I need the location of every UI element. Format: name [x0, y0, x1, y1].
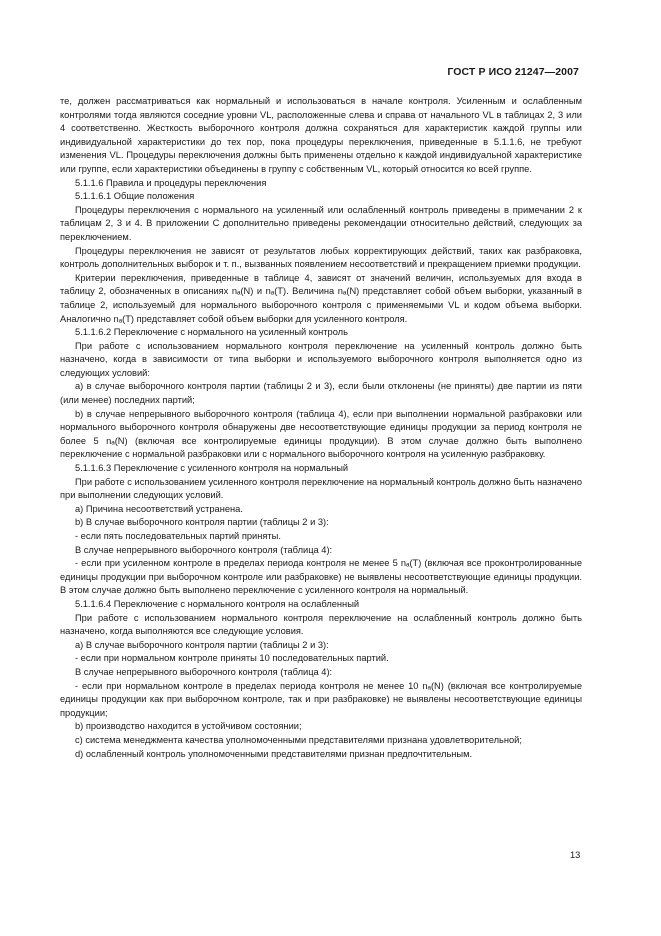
page-number: 13 [570, 850, 581, 860]
section-heading: 5.1.1.6 Правила и процедуры переключения [75, 177, 267, 188]
document-body [60, 95, 582, 761]
body-paragraph: b) производство находится в устойчивом состоянии; [75, 721, 302, 732]
body-paragraph: В случае непрерывного выборочного контроля (таблица 4): [75, 544, 333, 555]
body-paragraph: - если при нормальном контроле в пределах периода контроля не менее 10 nₐ(N) (включая все контролируемые единицы продукции как при выборочном контроле, так и при разбраковке) не выявлены несоответствующие единицы продукции; [60, 680, 582, 718]
body-paragraph: - если пять последовательных партий приняты. [75, 531, 281, 541]
body-paragraph: b) в случае непрерывного выборочного контроля (таблица 4), если при выполнении нормальной разбраковки или нормального выборочного контроля обнаружены две несоответствующие единицы продукции за период контроля не более 5 nₐ(N) (включая все контролируемые единицы продукции). В этом случае должно быть выполнено переключение с нормальной разбраковки или с нормального выборочного контроля на усиленную разбраковку. [60, 408, 582, 460]
section-heading: 5.1.1.6.1 Общие положения [75, 191, 195, 202]
body-paragraph: При работе с использованием усиленного контроля переключение на нормальный контроль должно быть назначено при выполнении следующих условий. [60, 476, 582, 501]
body-paragraph: Процедуры переключения с нормального на усиленный или ослабленный контроль приведены в примечании 2 к таблицам 2, 3 и 4. В приложении С дополнительно приведены рекомендации относительно действий, следующих за переключением. [60, 204, 582, 242]
section-heading: 5.1.1.6.4 Переключение с нормального контроля на ослабленный [75, 598, 360, 609]
body-paragraph: В случае непрерывного выборочного контроля (таблица 4): [75, 666, 333, 677]
body-paragraph: - если при усиленном контроле в пределах периода контроля не менее 5 nₐ(T) (включая все проконтролированные единицы продукции при выборочном контроле или разбраковке) не выявлены несоответствующие единицы продукции. В этом случае должно быть выполнено переключение с усиленного контроля на нормальный. [60, 558, 582, 596]
page-header: ГОСТ Р ИСО 21247—2007 [447, 66, 579, 78]
body-paragraph: b) В случае выборочного контроля партии (таблицы 2 и 3): [75, 517, 329, 528]
body-paragraph: - если при нормальном контроле приняты 10 последовательных партий. [75, 653, 389, 664]
body-paragraph: Процедуры переключения не зависят от результатов любых корректирующих действий, таких как разбраковка, контроль дополнительных выборок и т. п., вызванных появлением несоответствий и прекращением приемки продукции. [60, 245, 582, 270]
section-heading: 5.1.1.6.2 Переключение с нормального на усиленный контроль [75, 327, 348, 338]
body-paragraph: те, должен рассматриваться как нормальный и использоваться в начале контроля. Усиленным и ослабленным контролями тогда являются соседние уровни VL, расположенные слева и справа от начального VL в таблицах 2, 3 или 4 соответственно. Жесткость выборочного контроля должна сохраняться для характеристик каждой группы или индивидуальной характеристики до тех пор, пока процедуры переключения, приведенные в 5.1.1.6, не требуют изменения VL. Процедуры переключения должны быть применены отдельно к каждой индивидуальной характеристике или группе, если характеристики объединены в группу с собственным VL, который относится ко всей группе. [60, 96, 582, 174]
body-paragraph: а) В случае выборочного контроля партии (таблицы 2 и 3): [75, 639, 329, 650]
body-paragraph: При работе с использованием нормального контроля переключение на усиленный контроль должно быть назначено, когда в зависимости от типа выборки и используемого выборочного контроля выполняется одно из следующих условий: [60, 340, 582, 378]
body-paragraph: d) ослабленный контроль уполномоченными представителями признан предпочтительным. [75, 748, 473, 759]
body-paragraph: При работе с использованием нормального контроля переключение на ослабленный контроль должно быть назначено, когда выполняются все следующие условия. [60, 612, 582, 637]
section-heading: 5.1.1.6.3 Переключение с усиленного контроля на нормальный [75, 463, 349, 474]
body-paragraph: Критерии переключения, приведенные в таблице 4, зависят от значений величин, используемых для входа в таблицу 2, обозначенных в описаниях nₐ(N) и nₐ(T). Величина nₐ(N) представляет собой объем выборки, указанный в таблице 2, используемый для нормального выборочного контроля с применяемыми VL и кодом объема выборки. Аналогично nₐ(T) представляет собой объем выборки для усиленного контроля. [60, 272, 582, 324]
body-paragraph: а) Причина несоответствий устранена. [75, 503, 243, 514]
body-paragraph: с) система менеджмента качества уполномоченными представителями признана удовлетворительной; [75, 734, 522, 745]
body-paragraph: а) в случае выборочного контроля партии (таблицы 2 и 3), если были отклонены (не приняты) две партии из пяти (или менее) последних партий; [60, 381, 582, 406]
